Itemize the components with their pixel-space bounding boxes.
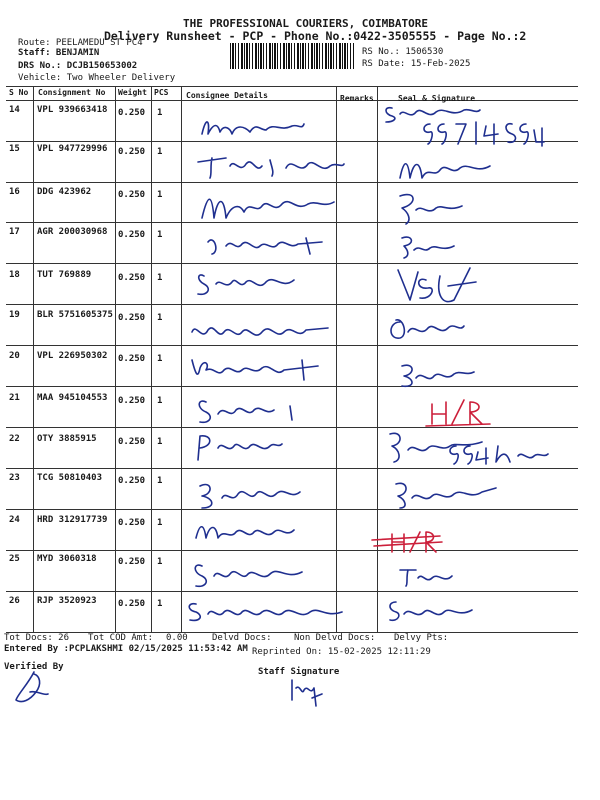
row-sno: 21 [9, 393, 20, 403]
row-sno: 15 [9, 144, 20, 154]
reprinted-on: Reprinted On: 15-02-2025 12:11:29 [252, 647, 431, 657]
handwritten-signature [388, 314, 468, 348]
staff-label: Staff: BENJAMIN [18, 48, 100, 58]
row-consignment-no: VPL 947729996 [37, 144, 108, 154]
row-weight: 0.250 [118, 147, 146, 157]
row-divider [6, 304, 578, 305]
row-pcs: 1 [157, 230, 163, 240]
runsheet-title: Delivery Runsheet - PCP - Phone No.:0422-3505555 - Page No.:2 [104, 29, 527, 43]
row-divider [6, 263, 578, 264]
handwritten-name [194, 432, 284, 466]
handwritten-signature [398, 230, 458, 264]
handwritten-signature [396, 190, 466, 230]
handwritten-signature [384, 104, 484, 128]
handwritten-signature [388, 598, 478, 630]
delivered-docs: Delvd Docs: [212, 633, 272, 643]
verified-by-label: Verified By [4, 662, 64, 672]
company-title: THE PROFESSIONAL COURIERS, COIMBATORE [183, 17, 429, 30]
col-header-pcs: PCS [154, 88, 169, 97]
row-sno: 14 [9, 105, 20, 115]
table-top-border [6, 86, 578, 87]
total-cod-label: Tot COD Amt: [88, 633, 154, 643]
handwritten-name [186, 600, 346, 628]
row-weight: 0.250 [118, 396, 146, 406]
route-label: Route: PEELAMEDU ST PC4 [18, 38, 143, 48]
handwritten-name [196, 396, 306, 430]
row-pcs: 1 [157, 354, 163, 364]
row-weight: 0.250 [118, 437, 146, 447]
row-pcs: 1 [157, 190, 163, 200]
row-weight: 0.250 [118, 108, 146, 118]
handwritten-name [206, 232, 326, 260]
row-consignment-no: RJP 3520923 [37, 596, 97, 606]
red-underline [372, 534, 452, 558]
row-weight: 0.250 [118, 313, 146, 323]
row-sno: 26 [9, 596, 20, 606]
row-consignment-no: TCG 50810403 [37, 473, 103, 483]
rs-number: RS No.: 1506530 [362, 47, 444, 57]
row-weight: 0.250 [118, 599, 146, 609]
row-sno: 16 [9, 187, 20, 197]
row-divider [6, 427, 578, 428]
handwritten-name [188, 318, 338, 348]
handwritten-name [196, 268, 306, 302]
row-consignment-no: BLR 5751605375 [37, 310, 113, 320]
row-divider [6, 468, 578, 469]
handwritten-name [190, 356, 330, 388]
row-weight: 0.250 [118, 273, 146, 283]
row-pcs: 1 [157, 557, 163, 567]
row-weight: 0.250 [118, 190, 146, 200]
row-consignment-no: HRD 312917739 [37, 515, 108, 525]
handwritten-remark-hr [386, 528, 446, 560]
handwritten-signature [396, 564, 456, 592]
barcode [230, 43, 354, 69]
row-sno: 20 [9, 351, 20, 361]
handwritten-name [192, 560, 312, 594]
row-divider [6, 386, 578, 387]
row-pcs: 1 [157, 108, 163, 118]
staff-signature [286, 676, 326, 712]
handwritten-name [196, 152, 346, 184]
row-pcs: 1 [157, 437, 163, 447]
total-cod-value: 0.00 [166, 633, 188, 643]
row-sno: 25 [9, 554, 20, 564]
row-consignment-no: DDG 423962 [37, 187, 92, 197]
row-consignment-no: MAA 945104553 [37, 393, 108, 403]
handwritten-phone [448, 442, 552, 470]
handwritten-signature [396, 266, 486, 314]
vehicle-label: Vehicle: Two Wheeler Delivery [18, 73, 176, 83]
row-pcs: 1 [157, 396, 163, 406]
row-consignment-no: MYD 3060318 [37, 554, 97, 564]
col-header-weight: Weight [118, 88, 147, 97]
col-header-seal: Seal & Signature [398, 94, 476, 103]
row-divider [6, 550, 578, 551]
rs-date: RS Date: 15-Feb-2025 [362, 59, 471, 69]
handwritten-signature [398, 360, 478, 394]
row-sno: 23 [9, 473, 20, 483]
handwritten-phone [422, 120, 562, 150]
total-docs: Tot Docs: 26 [4, 633, 70, 643]
row-sno: 18 [9, 270, 20, 280]
row-weight: 0.250 [118, 354, 146, 364]
row-pcs: 1 [157, 273, 163, 283]
row-divider [6, 141, 578, 142]
row-consignment-no: VPL 226950302 [37, 351, 108, 361]
row-divider [6, 222, 578, 223]
row-divider [6, 182, 578, 183]
col-header-consignee: Consignee Details [186, 91, 268, 100]
table-header-border [6, 100, 578, 101]
row-divider [6, 345, 578, 346]
row-sno: 24 [9, 515, 20, 525]
row-consignment-no: OTY 3885915 [37, 434, 97, 444]
non-delivered-docs: Non Delvd Docs: [294, 633, 376, 643]
row-divider [6, 591, 578, 592]
row-sno: 22 [9, 434, 20, 444]
row-pcs: 1 [157, 147, 163, 157]
col-header-consignment: Consignment No [38, 88, 106, 97]
verifier-signature [12, 670, 52, 710]
staff-signature-label: Staff Signature [258, 667, 340, 677]
handwritten-name [194, 518, 304, 546]
handwritten-remark-hr [426, 396, 496, 434]
col-header-remarks: Remarks [340, 94, 374, 103]
handwritten-signature [386, 430, 486, 470]
row-sno: 17 [9, 227, 20, 237]
row-pcs: 1 [157, 599, 163, 609]
row-pcs: 1 [157, 476, 163, 486]
entered-by: Entered By :PCPLAKSHMI 02/15/2025 11:53:42 AM [4, 644, 248, 654]
row-weight: 0.250 [118, 557, 146, 567]
row-pcs: 1 [157, 313, 163, 323]
row-weight: 0.250 [118, 518, 146, 528]
col-header-sno: S No [9, 88, 29, 97]
row-consignment-no: VPL 939663418 [37, 105, 108, 115]
row-sno: 19 [9, 310, 20, 320]
row-weight: 0.250 [118, 230, 146, 240]
drs-number: DRS No.: DCJB150653002 [18, 61, 138, 71]
row-pcs: 1 [157, 518, 163, 528]
delivery-points: Delvy Pts: [394, 633, 449, 643]
row-consignment-no: AGR 200030968 [37, 227, 108, 237]
row-weight: 0.250 [118, 476, 146, 486]
row-consignment-no: TUT 769889 [37, 270, 92, 280]
row-divider [6, 509, 578, 510]
